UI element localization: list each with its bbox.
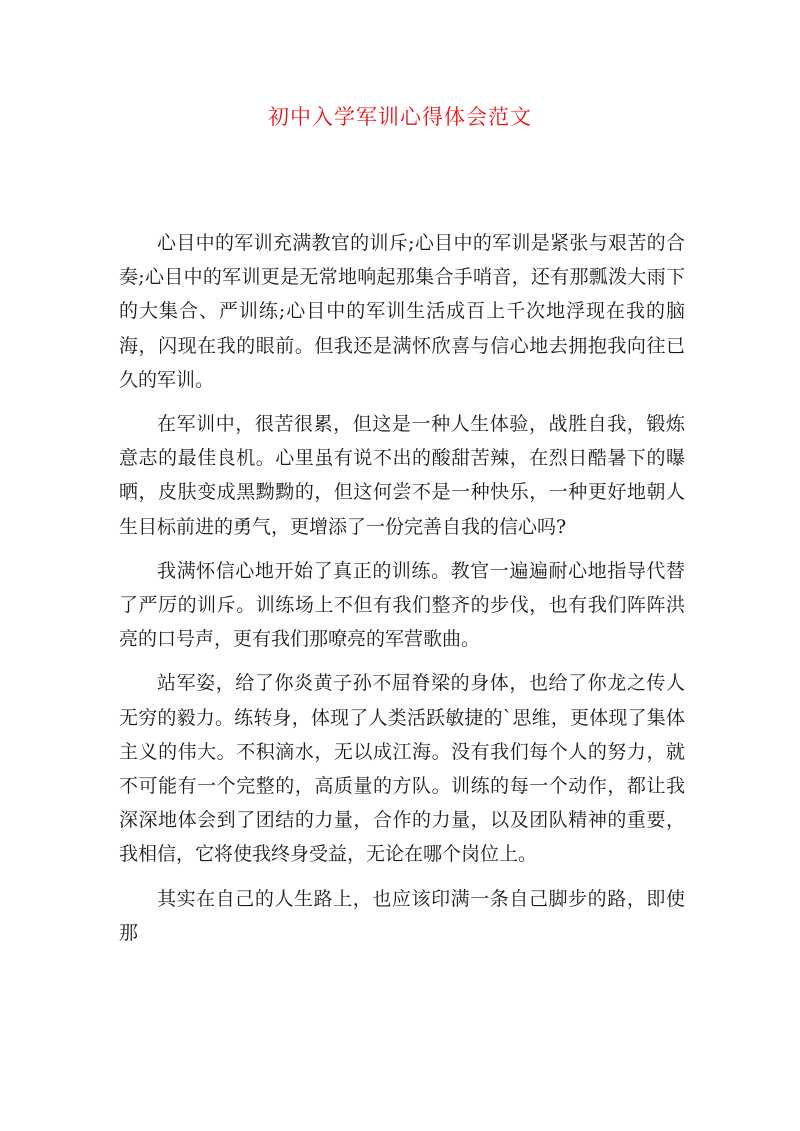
paragraph-5: 其实在自己的人生路上，也应该印满一条自己脚步的路，即使那 xyxy=(119,887,685,944)
paragraph-1: 心目中的军训充满教官的训斥;心目中的军训是紧张与艰苦的合奏;心目中的军训更是无常地响起那集合手哨音，还有那瓢泼大雨下的大集合、严训练;心目中的军训生活成百上千次地浮现在我的脑海，闪现在我的眼前。但我还是满怀欣喜与信心地去拥抱我向往已久的军训。 xyxy=(119,232,685,391)
document-title: 初中入学军训心得体会范文 xyxy=(268,105,532,129)
paragraph-3: 我满怀信心地开始了真正的训练。教官一遍遍耐心地指导代替了严厉的训斥。训练场上不但有我们整齐的步伐，也有我们阵阵洪亮的口号声，更有我们那嘹亮的军营歌曲。 xyxy=(119,559,685,651)
paragraph-2: 在军训中，很苦很累，但这是一种人生体验，战胜自我，锻炼意志的最佳良机。心里虽有说不出的酸甜苦辣，在烈日酷暑下的曝晒，皮肤变成黑黝黝的，但这何尝不是一种快乐，一种更好地朝人生目标前进的勇气，更增添了一份完善自我的信心吗? xyxy=(119,413,685,538)
paragraph-4: 站军姿，给了你炎黄子孙不屈脊梁的身体，也给了你龙之传人无穷的毅力。练转身，体现了人类活跃敏捷的`思维，更体现了集体主义的伟大。不积滴水，无以成江海。没有我们每个人的努力，就不可能有一个完整的，高质量的方队。训练的每一个动作，都让我深深地体会到了团结的力量，合作的力量，以及团队精神的重要，我相信，它将使我终身受益，无论在哪个岗位上。 xyxy=(119,672,685,866)
document-body xyxy=(119,226,685,960)
